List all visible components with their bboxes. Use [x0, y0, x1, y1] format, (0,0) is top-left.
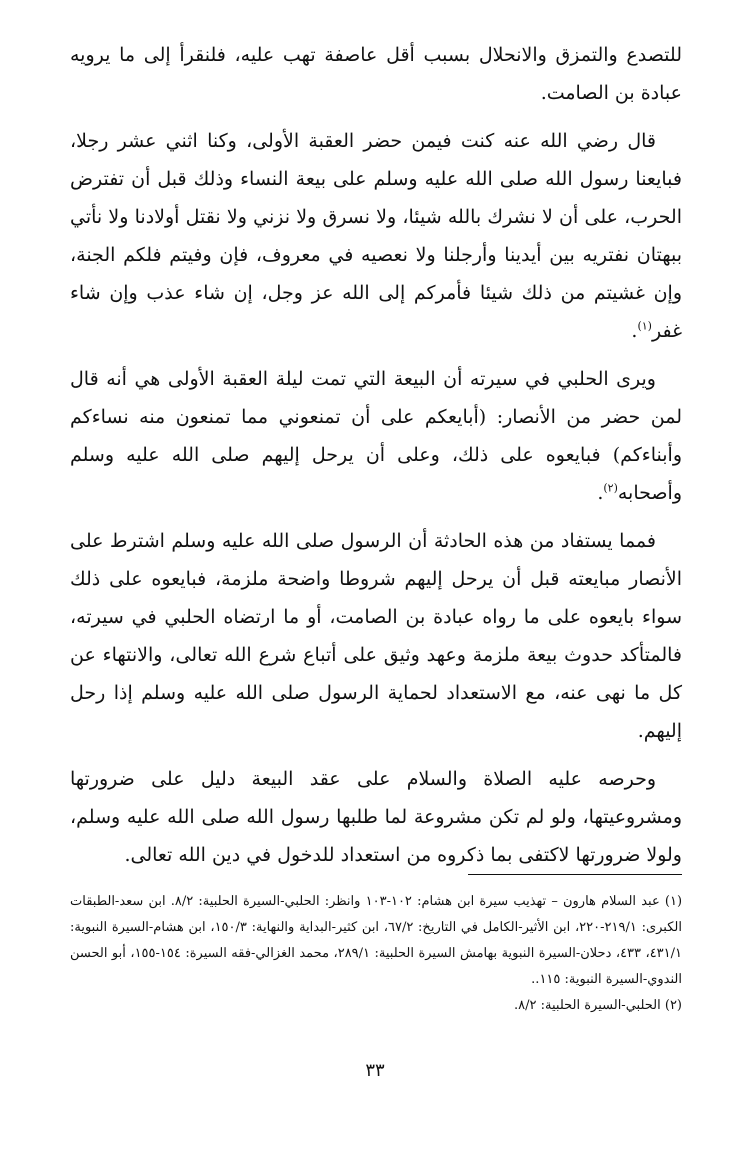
footnote-2: (٢) الحلبي-السيرة الحلبية: ٨/٢.: [514, 998, 682, 1013]
paragraph-4: [70, 522, 682, 750]
footnotes: [70, 889, 682, 1019]
paragraph-1-text: للتصدع والتمزق والانحلال بسبب أقل عاصفة تهب عليه، فلنقرأ إلى ما يرويه عبادة بن الصامت.: [70, 44, 682, 104]
paragraph-2: [70, 122, 682, 350]
paragraph-3: [70, 360, 682, 512]
footnote-1: (١) عبد السلام هارون – تهذيب سيرة ابن هشام: ١٠٢-١٠٣ وانظر: الحلبي-السيرة الحلبية: ٨/٢. ابن سعد-الطبقات الكبرى: ٢١٩/١-٢٢٠، ابن الأثير-الكامل في التاريخ: ٦٧/٢، ابن كثير-البداية والنهاية: ١٥٠/٣، ابن هشام-السيرة النبوية: ٤٣١/١، ٤٣٣، دحلان-السيرة النبوية بهامش السيرة الحلبية: ٢٨٩/١، محمد الغزالي-فقه السيرة: ١٥٤-١٥٥، أبو الحسن الندوي-السيرة النبوية: ١١٥..: [70, 894, 683, 987]
footnote-ref-1[interactable]: (١): [637, 319, 652, 333]
paragraph-2-tail: .: [631, 320, 638, 342]
paragraph-2-text: قال رضي الله عنه كنت فيمن حضر العقبة الأولى، وكنا اثني عشر رجلا، فبايعنا رسول الله صلى الله عليه وسلم على بيعة النساء وذلك قبل أن تفترض الحرب، على أن لا نشرك بالله شيئا، ولا نسرق ولا نزني ولا نقتل أولادنا ولا نأتي ببهتان نفتريه بين أيدينا وأرجلنا ولا نعصيه في معروف، فإن وفيتم فلكم الجنة، وإن غشيتم من ذلك شيئا فأمركم إلى الله عز وجل، إن شاء عذب وإن شاء غفر: [70, 130, 682, 342]
paragraph-1: [70, 36, 682, 112]
footnote-divider: [468, 874, 682, 875]
main-text: [70, 36, 682, 874]
paragraph-5: [70, 760, 682, 874]
paragraph-3-text: ويرى الحلبي في سيرته أن البيعة التي تمت ليلة العقبة الأولى هي أنه قال لمن حضر من الأنصار: (أبايعكم على أن تمنعوني مما تمنعون منه نساءكم وأبناءكم) فبايعوه على ذلك، وعلى أن يرحل إليهم صلى الله عليه وسلم وأصحابه: [70, 368, 682, 504]
page-number: ٣٣: [365, 1060, 385, 1081]
paragraph-5-text: وحرصه عليه الصلاة والسلام على عقد البيعة دليل على ضرورتها ومشروعيتها، ولو لم تكن مشروعة لما طلبها رسول الله صلى الله عليه وسلم، ولولا ضرورتها لاكتفى بما ذكروه من استعداد للدخول في دين الله تعالى.: [70, 768, 682, 866]
paragraph-3-tail: .: [597, 482, 604, 504]
paragraph-4-text: فمما يستفاد من هذه الحادثة أن الرسول صلى الله عليه وسلم اشترط على الأنصار مبايعته قبل أن يرحل إليهم شروطا واضحة ملزمة، فبايعوه على ذلك سواء بايعوه على ما رواه عبادة بن الصامت، أو ما ارتضاه الحلبي في سيرته، فالمتأكد حدوث بيعة ملزمة وعهد وثيق على أتباع شرع الله تعالى، والانتهاء عن كل ما نهى عنه، مع الاستعداد لحماية الرسول صلى الله عليه وسلم إذا رحل إليهم.: [70, 530, 682, 742]
footnote-ref-2[interactable]: (٢): [603, 481, 618, 495]
